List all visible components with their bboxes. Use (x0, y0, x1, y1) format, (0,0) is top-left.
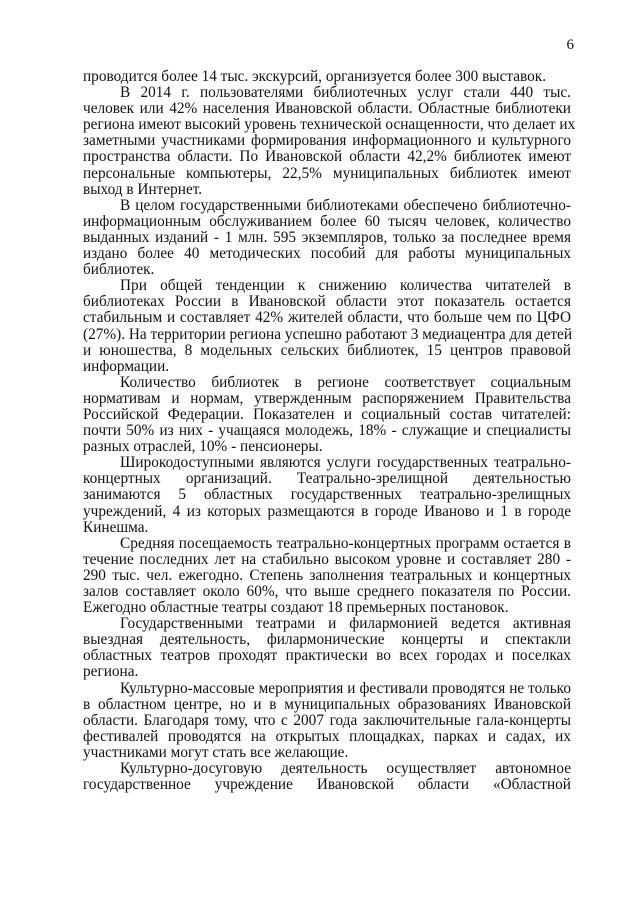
text-line: выход в Интернет. (83, 180, 203, 198)
body-text (83, 68, 576, 794)
text-line: библиотеках России в Ивановской области этот показатель остается (83, 293, 571, 311)
text-line: Культурно-досуговую деятельность осуществляет автономное (120, 760, 571, 778)
text-line: персональные компьютеры, 22,5% муниципальных библиотек имеют (83, 164, 571, 182)
paragraph (83, 761, 571, 793)
text-line: информационным обслуживанием более 60 тысяч человек, количество (83, 212, 571, 230)
text-line: нормативам и нормам, утвержденным распоряжением Правительства (83, 389, 571, 407)
text-line: В 2014 г. пользователями библиотечных услуг стали 440 тыс. (120, 84, 571, 102)
text-line: занимаются 5 областных государственных театрально-зрелищных (83, 486, 571, 504)
text-line: учреждений, 4 из которых размещаются в городе Иваново и 1 в городе (83, 502, 571, 520)
text-line: библиотек. (83, 261, 155, 279)
text-line: почти 50% из них - учащаяся молодежь, 18% - служащие и специалисты (83, 422, 571, 440)
text-line: пространства области. По Ивановской области 42,2% библиотек имеют (83, 148, 571, 166)
text-line: Количество библиотек в регионе соответствует социальным (120, 373, 571, 391)
paragraph (83, 375, 571, 455)
paragraph (83, 616, 571, 680)
text-line: фестивалей проводятся на открытых площадках, парках и садах, их (83, 727, 571, 745)
paragraph (83, 536, 571, 616)
paragraph (83, 84, 576, 198)
text-line: течение последних лет на стабильно высоком уровне и составляет 280 - (83, 550, 571, 568)
text-line: области. Благодаря тому, что с 2007 года заключительные гала-концерты (83, 711, 571, 729)
text-line: Кинешма. (83, 518, 149, 536)
text-line: участниками могут стать все желающие. (83, 743, 349, 761)
text-line: выданных изданий - 1 млн. 595 экземпляров, только за последнее время (83, 228, 571, 246)
text-line: В целом государственными библиотеками обеспечено библиотечно- (120, 196, 571, 214)
text-line: Российской Федерации. Показателен и социальный состав читателей: (83, 405, 571, 423)
paragraph (83, 198, 571, 278)
text-line: стабильным и составляет 42% жителей области, что больше чем по ЦФО (83, 309, 571, 327)
text-line: Государственными театрами и филармонией ведется активная (120, 615, 571, 633)
paragraph (83, 681, 571, 761)
text-line: Культурно-массовые мероприятия и фестивали проводятся не только (120, 679, 571, 697)
paragraph (83, 455, 571, 535)
text-line: выездная деятельность, филармонические концерты и спектакли (83, 631, 571, 649)
text-line: проводится более 14 тыс. экскурсий, организуется более 300 выставок. (83, 68, 547, 85)
text-line: Широкодоступными являются услуги государственных театрально- (120, 454, 571, 472)
text-line: залов составляет около 60%, что выше среднего показателя по России. (83, 583, 571, 600)
text-line: заметными участниками формирования информационного и культурного (83, 132, 571, 150)
text-line: человек или 42% населения Ивановской области. Областные библиотеки (83, 100, 571, 118)
text-line: (27%). На территории региона успешно работают 3 медиацентра для детей (83, 325, 573, 343)
page-number: 6 (566, 37, 574, 53)
text-line: Ежегодно областные театры создают 18 премьерных постановок. (83, 599, 509, 617)
text-line: концертных организаций. Театрально-зрелищной деятельностью (83, 470, 571, 488)
text-line: 290 тыс. чел. ежегодно. Степень заполнения театральных и концертных (83, 566, 571, 584)
text-line: региона. (83, 663, 139, 681)
text-line: информации. (83, 357, 170, 375)
text-line: государственное учреждение Ивановской области «Областной (83, 776, 571, 794)
text-line: в областном центре, но и в муниципальных образованиях Ивановской (83, 695, 571, 713)
paragraph (83, 69, 571, 85)
text-line: издано более 40 методических пособий для работы муниципальных (83, 245, 571, 263)
text-line: и юношества, 8 модельных сельских библиотек, 15 центров правовой (83, 341, 571, 359)
text-line: При общей тенденции к снижению количества читателей в (120, 277, 571, 295)
text-line: областных театров проходят практически во всех городах и поселках (83, 647, 571, 665)
text-line: разных отраслей, 10% - пенсионеры. (83, 438, 323, 456)
text-line: региона имеют высокий уровень технической оснащенности, что делает их (83, 116, 576, 134)
paragraph (83, 278, 571, 375)
text-line: Средняя посещаемость театрально-концертных программ остается в (120, 534, 571, 552)
